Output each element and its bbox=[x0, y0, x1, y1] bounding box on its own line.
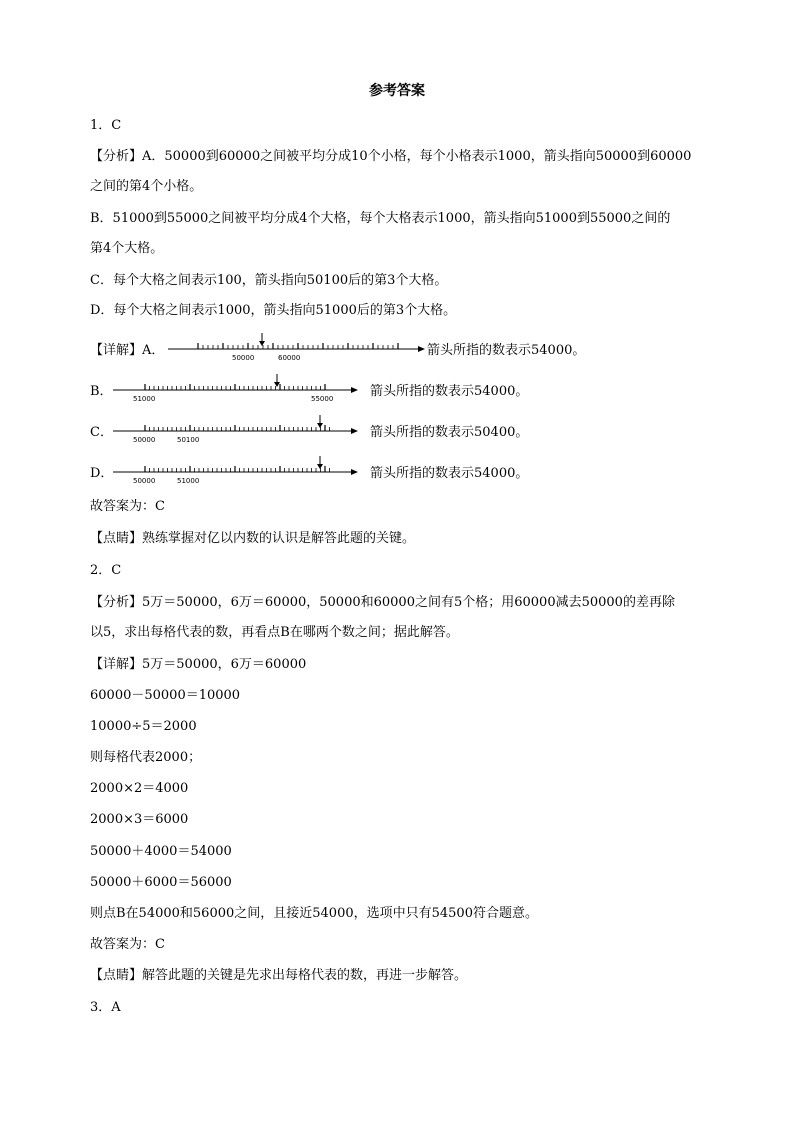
q1-option-b-line-2: 第4个大格。 bbox=[90, 241, 164, 256]
q1-answer: 1．C bbox=[90, 118, 122, 133]
ticks-d bbox=[145, 466, 330, 472]
q2-calc-line: 10000÷5＝2000 bbox=[90, 719, 197, 734]
q2-comment: 【点睛】解答此题的关键是先求出每格代表的数，再进一步解答。 bbox=[90, 968, 468, 983]
ticks-c bbox=[145, 425, 330, 431]
ticks-a bbox=[198, 343, 398, 349]
tick-label: 51000 bbox=[177, 477, 200, 485]
number-line-d-caption: 箭头所指的数表示54000。 bbox=[370, 466, 529, 481]
q2-calc-line: 2000×2＝4000 bbox=[90, 781, 189, 796]
tick-label: 50000 bbox=[133, 436, 156, 444]
q2-calc-line: 50000＋4000＝54000 bbox=[90, 844, 232, 859]
arrow-marker-icon bbox=[274, 382, 280, 387]
number-line-b bbox=[90, 372, 650, 402]
number-line-d-label: D． bbox=[90, 466, 114, 481]
q1-option-d: D．每个大格之间表示1000，箭头指向51000后的第3个大格。 bbox=[90, 303, 457, 318]
number-line-a-figure bbox=[168, 331, 428, 363]
q2-calc-line: 60000－50000＝10000 bbox=[90, 688, 241, 703]
page-title: 参考答案 bbox=[369, 83, 425, 99]
number-line-c bbox=[90, 413, 650, 443]
number-line-b-label: B． bbox=[90, 384, 113, 399]
arrow-marker-icon bbox=[317, 423, 323, 428]
q1-option-b-line-1: B．51000到55000之间被平均分成4个大格，每个大格表示1000，箭头指向51000到55000之间的 bbox=[90, 211, 671, 226]
number-line-d bbox=[90, 454, 650, 484]
number-line-c-caption: 箭头所指的数表示50400。 bbox=[370, 425, 529, 440]
tick-label: 51000 bbox=[133, 395, 156, 403]
number-line-a-caption: 箭头所指的数表示54000。 bbox=[427, 343, 586, 358]
number-line-c-label: C． bbox=[90, 425, 113, 440]
q2-conclusion: 则点B在54000和56000之间，且接近54000，选项中只有54500符合题意。 bbox=[90, 906, 538, 921]
tick-label: 50100 bbox=[177, 436, 200, 444]
number-line-b-figure bbox=[113, 372, 363, 404]
tick-label: 50000 bbox=[232, 354, 255, 362]
number-line-c-figure bbox=[113, 413, 363, 445]
q2-analysis-line-2: 以5，求出每格代表的数，再看点B在哪两个数之间；据此解答。 bbox=[90, 625, 459, 640]
number-line-a bbox=[90, 331, 650, 361]
q2-calc-line: 2000×3＝6000 bbox=[90, 812, 189, 827]
number-line-d-figure bbox=[113, 454, 363, 486]
q1-comment: 【点睛】熟练掌握对亿以内数的认识是解答此题的关键。 bbox=[90, 531, 416, 546]
q1-analysis-line-1: 【分析】A．50000到60000之间被平均分成10个小格，每个小格表示1000，箭头指向50000到60000 bbox=[90, 149, 692, 164]
q1-option-c: C．每个大格之间表示100，箭头指向50100后的第3个大格。 bbox=[90, 273, 448, 288]
number-line-b-caption: 箭头所指的数表示54000。 bbox=[370, 384, 529, 399]
arrow-marker-icon bbox=[317, 464, 323, 469]
q1-analysis-line-2: 之间的第4个小格。 bbox=[90, 179, 203, 194]
q2-calc-line: 50000＋6000＝56000 bbox=[90, 875, 232, 890]
number-line-a-label: 【详解】A． bbox=[90, 343, 165, 358]
tick-label: 50000 bbox=[133, 477, 156, 485]
q3-answer: 3．A bbox=[90, 1000, 121, 1015]
tick-label: 60000 bbox=[278, 354, 301, 362]
tick-label: 55000 bbox=[311, 395, 334, 403]
q2-analysis-line-1: 【分析】5万＝50000，6万＝60000，50000和60000之间有5个格；用60000减去50000的差再除 bbox=[90, 595, 675, 610]
q2-final-answer: 故答案为：C bbox=[90, 937, 165, 952]
q2-detail: 【详解】5万＝50000，6万＝60000 bbox=[90, 657, 307, 672]
q1-final-answer: 故答案为：C bbox=[90, 499, 165, 514]
ticks-b bbox=[145, 384, 325, 390]
q2-calc-line: 则每格代表2000； bbox=[90, 750, 202, 765]
q2-answer: 2．C bbox=[90, 563, 122, 578]
arrow-marker-icon bbox=[259, 341, 265, 346]
